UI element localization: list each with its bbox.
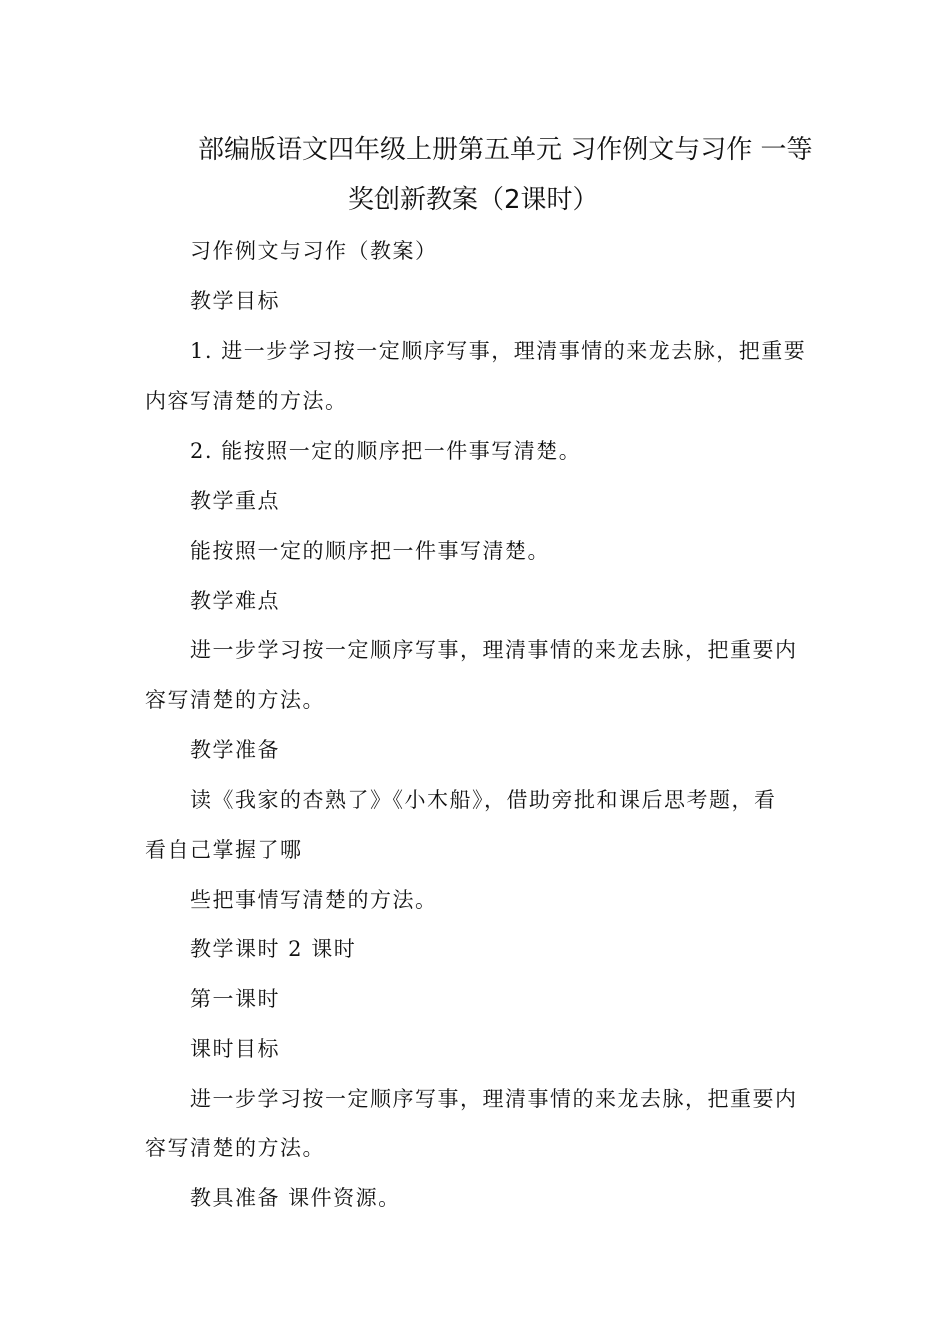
paragraph-line: 能按照一定的顺序把一件事写清楚。 [190, 539, 550, 563]
paragraph-line: 进一步学习按一定顺序写事，理清事情的来龙去脉，把重要内 [190, 638, 798, 662]
section-heading: 教学准备 [190, 738, 280, 762]
document-title-line-1: 部编版语文四年级上册第五单元 习作例文与习作 一等 [198, 135, 813, 165]
paragraph-line: 2. 能按照一定的顺序把一件事写清楚。 [190, 439, 582, 463]
paragraph-line: 教具准备 课件资源。 [190, 1186, 401, 1210]
paragraph-line: 容写清楚的方法。 [145, 688, 325, 712]
paragraph-line: 1. 进一步学习按一定顺序写事，理清事情的来龙去脉，把重要 [190, 339, 807, 363]
paragraph-line: 看自己掌握了哪 [145, 838, 303, 862]
paragraph-line: 进一步学习按一定顺序写事，理清事情的来龙去脉，把重要内 [190, 1087, 798, 1111]
paragraph-line: 内容写清楚的方法。 [145, 389, 348, 413]
document-title-line-2: 奖创新教案（2课时） [348, 185, 599, 215]
paragraph-line: 读《我家的杏熟了》《小木船》，借助旁批和课后思考题，看 [190, 788, 777, 812]
section-heading: 教学难点 [190, 589, 280, 613]
section-heading: 第一课时 [190, 987, 280, 1011]
paragraph-line: 些把事情写清楚的方法。 [190, 888, 438, 912]
section-heading: 课时目标 [190, 1037, 280, 1061]
section-heading: 教学重点 [190, 489, 280, 513]
section-heading: 教学目标 [190, 289, 280, 313]
section-heading: 习作例文与习作（教案） [190, 239, 438, 263]
paragraph-line: 容写清楚的方法。 [145, 1136, 325, 1160]
section-heading: 教学课时 2 课时 [190, 937, 357, 961]
